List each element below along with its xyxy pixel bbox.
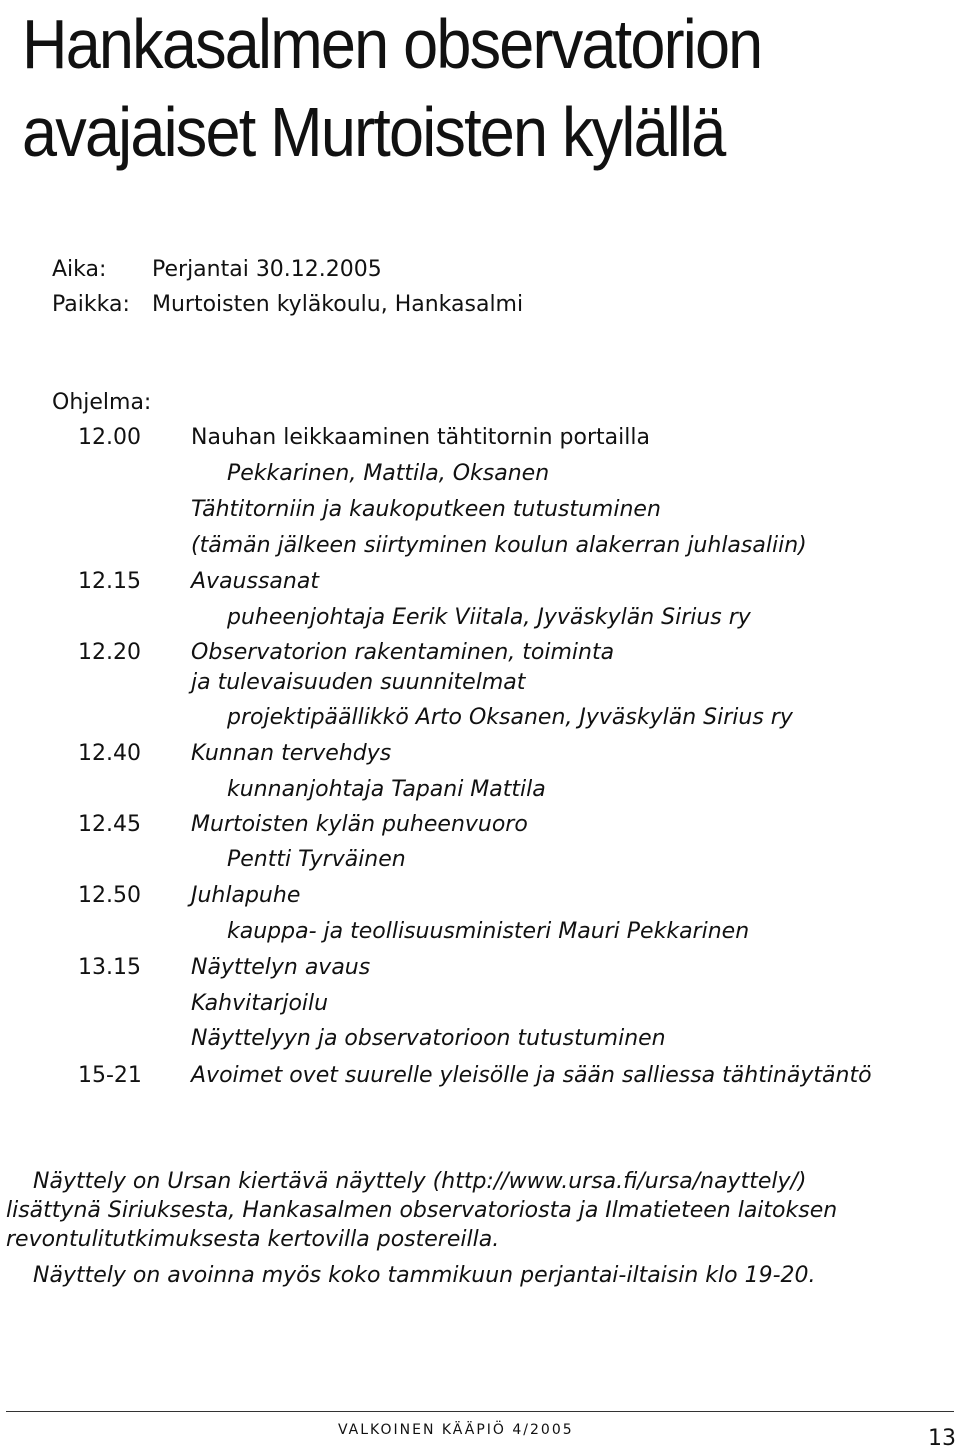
- program-item-detail: kunnanjohtaja Tapani Mattila: [227, 777, 546, 802]
- opening-hours-note: Näyttely on avoinna myös koko tammikuun perjantai-iltaisin klo 19-20.: [33, 1263, 816, 1288]
- program-item: ja tulevaisuuden suunnitelmat: [191, 670, 526, 695]
- program-item: Nauhan leikkaaminen tähtitornin portailla: [191, 425, 650, 450]
- program-item: Kunnan tervehdys: [191, 741, 392, 766]
- publication-name: VALKOINEN KÄÄPIÖ 4/2005: [338, 1422, 574, 1438]
- paikka-value: Murtoisten kyläkoulu, Hankasalmi: [152, 292, 524, 317]
- program-heading: Ohjelma:: [52, 390, 152, 415]
- page-title: Hankasalmen observatorion avajaiset Murtoisten kylällä: [22, 5, 762, 171]
- program-item: Tähtitorniin ja kaukoputkeen tutustuminen: [191, 497, 661, 522]
- program-item-detail: kauppa- ja teollisuusministeri Mauri Pekkarinen: [227, 919, 750, 944]
- program-item-detail: Pentti Tyrväinen: [227, 847, 406, 872]
- program-item: Näyttelyyn ja observatorioon tutustuminen: [191, 1026, 666, 1051]
- program-time: 12.00: [78, 425, 141, 450]
- program-item: Avaussanat: [191, 569, 319, 594]
- aika-value: Perjantai 30.12.2005: [152, 257, 382, 282]
- program-item-detail: puheenjohtaja Eerik Viitala, Jyväskylän Sirius ry: [227, 605, 751, 630]
- program-time: 12.40: [78, 741, 141, 766]
- program-item: (tämän jälkeen siirtyminen koulun alakerran juhlasaliin): [191, 533, 807, 558]
- program-time: 12.20: [78, 640, 141, 665]
- program-time: 12.15: [78, 569, 141, 594]
- program-item: Murtoisten kylän puheenvuoro: [191, 812, 528, 837]
- program-item: Avoimet ovet suurelle yleisölle ja sään salliessa tähtinäytäntö: [191, 1063, 872, 1088]
- paikka-label: Paikka:: [52, 292, 130, 317]
- program-item: Juhlapuhe: [191, 883, 301, 908]
- exhibition-note: revontulitutkimuksesta kertovilla postereilla.: [6, 1227, 500, 1252]
- program-item: Näyttelyn avaus: [191, 955, 371, 980]
- program-item: Kahvitarjoilu: [191, 991, 329, 1016]
- footer-divider: [6, 1411, 954, 1412]
- program-item-detail: projektipäällikkö Arto Oksanen, Jyväskylän Sirius ry: [227, 705, 793, 730]
- aika-label: Aika:: [52, 257, 107, 282]
- program-time: 15-21: [78, 1063, 142, 1088]
- program-time: 12.45: [78, 812, 141, 837]
- program-time: 12.50: [78, 883, 141, 908]
- program-item-detail: Pekkarinen, Mattila, Oksanen: [227, 461, 550, 486]
- exhibition-note: Näyttely on Ursan kiertävä näyttely (http://www.ursa.fi/ursa/nayttely/): [33, 1169, 807, 1194]
- program-time: 13.15: [78, 955, 141, 980]
- exhibition-note: lisättynä Siriuksesta, Hankasalmen observatoriosta ja Ilmatieteen laitoksen: [6, 1198, 838, 1223]
- page-number: 13: [928, 1426, 956, 1451]
- program-item: Observatorion rakentaminen, toiminta: [191, 640, 615, 665]
